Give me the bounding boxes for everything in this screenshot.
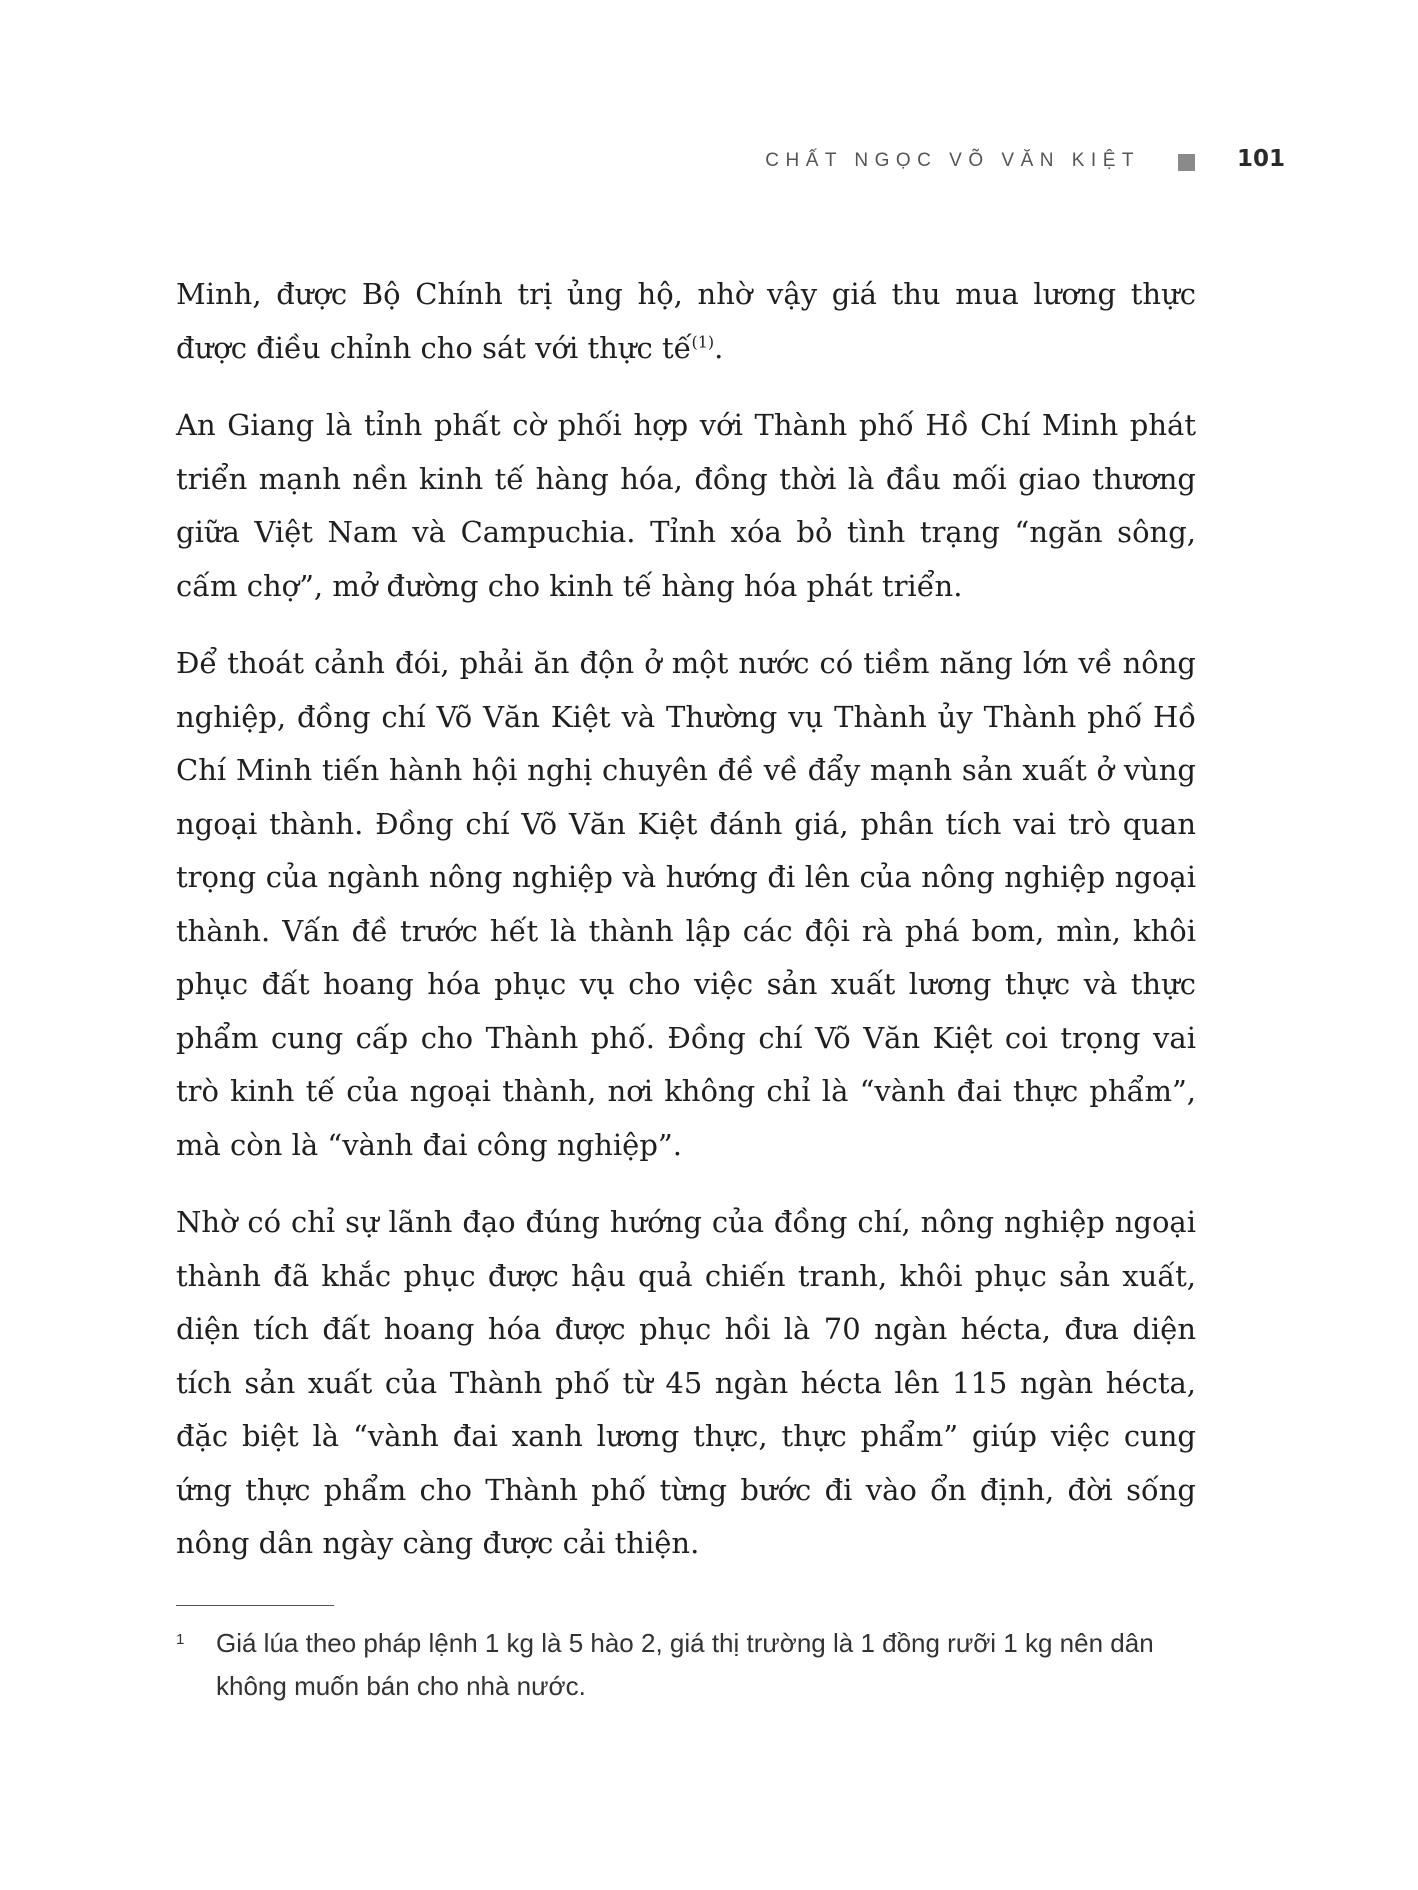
running-title: CHẤT NGỌC VÕ VĂN KIỆT <box>765 150 1140 171</box>
footnote-reference: (1) <box>691 331 715 351</box>
footnote-text: Giá lúa theo pháp lệnh 1 kg là 5 hào 2, giá thị trường là 1 đồng rưỡi 1 kg nên dân không muốn bán cho nhà nước. <box>216 1628 1154 1701</box>
page-number: 101 <box>1237 146 1286 172</box>
paragraph-3: Để thoát cảnh đói, phải ăn độn ở một nước có tiềm năng lớn về nông nghiệp, đồng chí Võ Văn Kiệt và Thường vụ Thành ủy Thành phố Hồ Chí Minh tiến hành hội nghị chuyên đề về đẩy mạnh sản xuất ở vùng ngoại thành. Đồng chí Võ Văn Kiệt đánh giá, phân tích vai trò quan trọng của ngành nông nghiệp và hướng đi lên của nông nghiệp ngoại thành. Vấn đề trước hết là thành lập các đội rà phá bom, mìn, khôi phục đất hoang hóa phục vụ cho việc sản xuất lương thực và thực phẩm cung cấp cho Thành phố. Đồng chí Võ Văn Kiệt coi trọng vai trò kinh tế của ngoại thành, nơi không chỉ là “vành đai thực phẩm”, mà còn là “vành đai công nghiệp”. <box>176 646 1196 1162</box>
square-ornament-icon <box>1178 154 1195 171</box>
paragraph-1 <box>176 268 1196 375</box>
footnote-divider <box>176 1605 334 1606</box>
paragraph-1-end: . <box>714 330 724 365</box>
body-text <box>176 268 1196 1595</box>
footnote-marker: 1 <box>176 1631 185 1648</box>
paragraph-1-text: Minh, được Bộ Chính trị ủng hộ, nhờ vậy giá thu mua lương thực được điều chỉnh cho sát với thực tế <box>176 277 1196 365</box>
footnote <box>176 1622 1196 1708</box>
running-header <box>0 146 1418 182</box>
paragraph-4: Nhờ có chỉ sự lãnh đạo đúng hướng của đồng chí, nông nghiệp ngoại thành đã khắc phục được hậu quả chiến tranh, khôi phục sản xuất, diện tích đất hoang hóa được phục hồi là 70 ngàn hécta, đưa diện tích sản xuất của Thành phố từ 45 ngàn hécta lên 115 ngàn hécta, đặc biệt là “vành đai xanh lương thực, thực phẩm” giúp việc cung ứng thực phẩm cho Thành phố từng bước đi vào ổn định, đời sống nông dân ngày càng được cải thiện. <box>176 1205 1196 1560</box>
paragraph-2: An Giang là tỉnh phất cờ phối hợp với Thành phố Hồ Chí Minh phát triển mạnh nền kinh tế hàng hóa, đồng thời là đầu mối giao thương giữa Việt Nam và Campuchia. Tỉnh xóa bỏ tình trạng “ngăn sông, cấm chợ”, mở đường cho kinh tế hàng hóa phát triển. <box>176 408 1196 603</box>
